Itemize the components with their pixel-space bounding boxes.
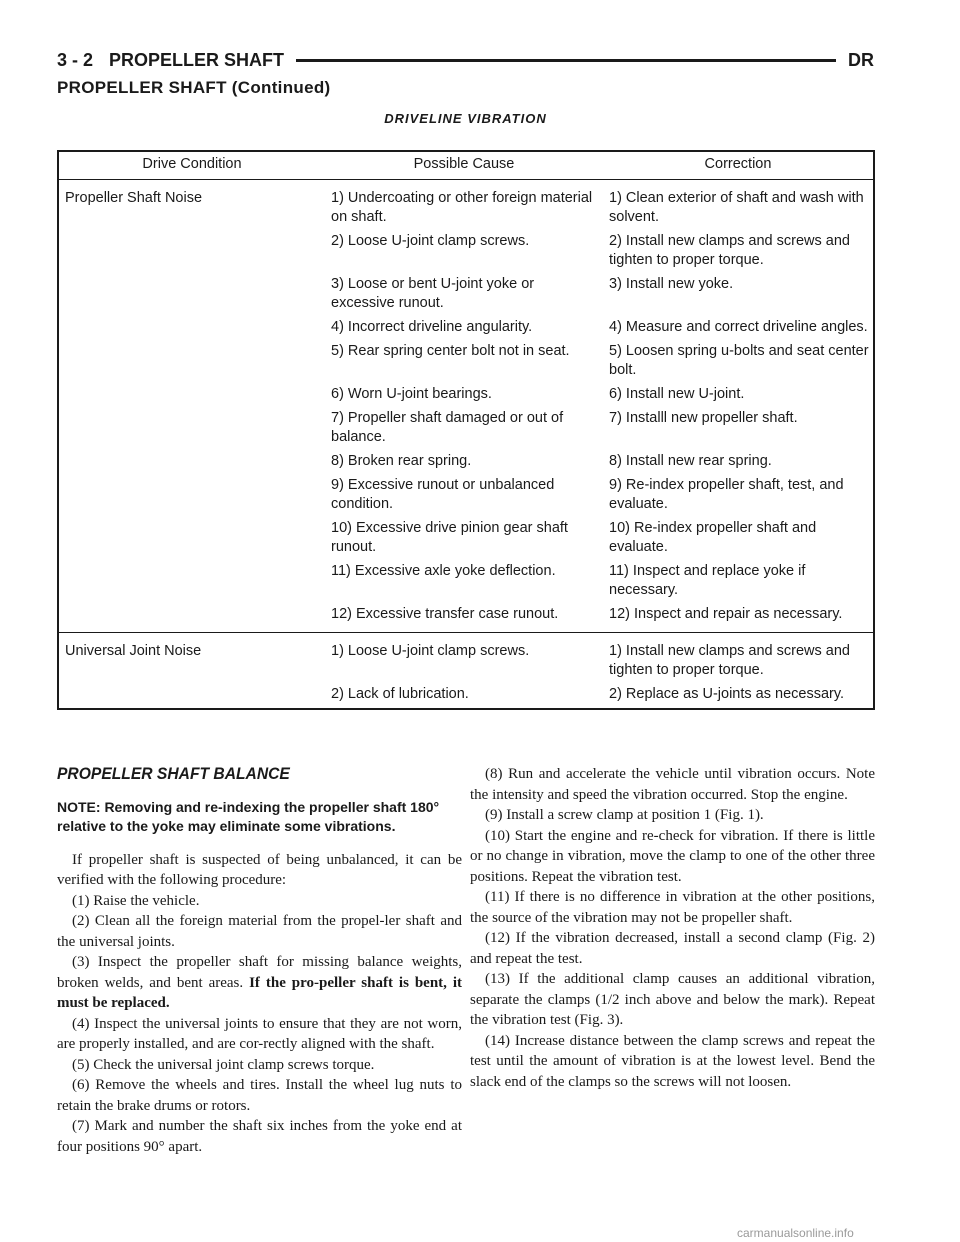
- cause-cell: 6) Worn U-joint bearings.: [331, 386, 492, 402]
- step-12: (12) If the vibration decreased, install a second clamp (Fig. 2) and repeat the test.: [470, 930, 875, 967]
- cause-cell: 5) Rear spring center bolt not in seat.: [331, 343, 570, 359]
- cause-cell: 7) Propeller shaft damaged or out of balance.: [331, 410, 564, 445]
- cause-cell: 10) Excessive drive pinion gear shaft runout.: [331, 520, 568, 555]
- column-header-condition: Drive Condition: [58, 151, 325, 180]
- cause-cell: 2) Lack of lubrication.: [331, 686, 469, 702]
- header-code: DR: [848, 49, 874, 70]
- condition-cell: [58, 683, 325, 709]
- condition-cell: [58, 273, 325, 316]
- header-rule: [296, 59, 836, 62]
- table-row: [58, 340, 874, 383]
- diagnosis-table: [57, 150, 875, 710]
- condition-cell: [58, 474, 325, 517]
- step-4: (4) Inspect the universal joints to ensure that they are not worn, are properly installed, and are cor-rectly aligned with the shaft.: [57, 1015, 462, 1052]
- correction-cell: 4) Measure and correct driveline angles.: [609, 319, 868, 335]
- cause-cell: 3) Loose or bent U-joint yoke or excessive runout.: [331, 276, 535, 311]
- correction-cell: 12) Inspect and repair as necessary.: [603, 603, 874, 633]
- correction-cell: 1) Install new clamps and screws and tighten to proper torque.: [609, 643, 850, 678]
- table-row: [58, 230, 874, 273]
- watermark-link[interactable]: carmanualsonline.info: [737, 1226, 854, 1240]
- table-row: [58, 474, 874, 517]
- condition-cell: [58, 407, 325, 450]
- step-9: (9) Install a screw clamp at position 1 (Fig. 1).: [485, 807, 764, 823]
- correction-cell: 1) Clean exterior of shaft and wash with solvent.: [609, 190, 864, 225]
- cause-cell: 2) Loose U-joint clamp screws.: [331, 233, 530, 249]
- condition-cell: [58, 560, 325, 603]
- table-row: [58, 383, 874, 407]
- condition-cell: [58, 450, 325, 474]
- table-row: [58, 180, 874, 231]
- cause-cell: 11) Excessive axle yoke deflection.: [331, 563, 556, 579]
- correction-cell: 10) Re-index propeller shaft and evaluate.: [609, 520, 817, 555]
- step-3-warning: If the pro-peller shaft is bent, it must be replaced.: [57, 974, 463, 1011]
- condition-cell: [58, 316, 325, 340]
- condition-cell: Universal Joint Noise: [65, 643, 202, 659]
- intro-paragraph: If propeller shaft is suspected of being unbalanced, it can be verified with the following procedure:: [57, 851, 462, 888]
- column-header-correction: Correction: [603, 151, 874, 180]
- step-3-text: (3) Inspect the propeller shaft for missing balance weights, broken welds, and bent areas.: [57, 954, 462, 991]
- table-row: [58, 450, 874, 474]
- correction-cell: 2) Install new clamps and screws and tighten to proper torque.: [609, 233, 850, 268]
- section-heading: PROPELLER SHAFT BALANCE: [57, 764, 290, 783]
- right-column: [470, 764, 875, 1157]
- condition-cell: [58, 383, 325, 407]
- step-14: (14) Increase distance between the clamp screws and repeat the test until the amount of vibration is at the lowest level. Bend the slack end of the clamps so the screws will not loosen.: [470, 1032, 875, 1090]
- page-header: [57, 48, 874, 72]
- condition-cell: [58, 340, 325, 383]
- header-title: PROPELLER SHAFT: [109, 49, 285, 70]
- table-row: [58, 273, 874, 316]
- table-row: [58, 517, 874, 560]
- step-10: (10) Start the engine and re-check for vibration. If there is little or no change in vibration, move the clamp to one of the other three positions. Repeat the vibration test.: [470, 827, 875, 885]
- table-row: [58, 560, 874, 603]
- cause-cell: 8) Broken rear spring.: [331, 453, 472, 469]
- correction-cell: 9) Re-index propeller shaft, test, and evaluate.: [609, 477, 844, 512]
- column-header-cause: Possible Cause: [325, 151, 603, 180]
- note-paragraph: NOTE: Removing and re-indexing the propeller shaft 180° relative to the yoke may eliminate some vibrations.: [57, 798, 440, 834]
- step-2: (2) Clean all the foreign material from the propel-ler shaft and the universal joints.: [57, 913, 462, 950]
- table-header-row: [58, 151, 874, 180]
- step-13: (13) If the additional clamp causes an additional vibration, separate the clamps (1/2 inch above and below the mark). Repeat the vibration test (Fig. 3).: [470, 971, 875, 1028]
- continued-heading: PROPELLER SHAFT (Continued): [57, 78, 331, 97]
- step-1: (1) Raise the vehicle.: [72, 892, 200, 909]
- table-row: [58, 603, 874, 633]
- page-number: 3 - 2: [57, 49, 94, 70]
- table-row: [58, 407, 874, 450]
- correction-cell: 3) Install new yoke.: [609, 276, 734, 292]
- cause-cell: 1) Undercoating or other foreign material on shaft.: [331, 190, 593, 225]
- condition-cell: [58, 603, 325, 633]
- condition-cell: Propeller Shaft Noise: [65, 190, 203, 206]
- step-8: (8) Run and accelerate the vehicle until vibration occurs. Note the intensity and speed the vibration occurred. Stop the engine.: [470, 766, 875, 803]
- correction-cell: 11) Inspect and replace yoke if necessary.: [609, 563, 806, 598]
- condition-cell: [58, 517, 325, 560]
- cause-cell: 1) Loose U-joint clamp screws.: [331, 643, 530, 659]
- body-columns: [57, 764, 875, 1157]
- step-11: (11) If there is no difference in vibration at the other positions, the source of the vibration may not be propeller shaft.: [470, 889, 875, 926]
- step-3: [57, 952, 462, 1014]
- correction-cell: 7) Installl new propeller shaft.: [609, 410, 798, 426]
- correction-cell: 6) Install new U-joint.: [609, 386, 745, 402]
- left-column: [57, 764, 462, 1157]
- step-7: (7) Mark and number the shaft six inches from the yoke end at four positions 90° apart.: [57, 1118, 462, 1155]
- condition-cell: [58, 230, 325, 273]
- table-row: [58, 316, 874, 340]
- step-6: (6) Remove the wheels and tires. Install the wheel lug nuts to retain the brake drums or rotors.: [57, 1077, 462, 1114]
- step-5: (5) Check the universal joint clamp screws torque.: [72, 1056, 375, 1073]
- table-row: [58, 633, 874, 684]
- correction-cell: 2) Replace as U-joints as necessary.: [609, 686, 845, 702]
- correction-cell: 5) Loosen spring u-bolts and seat center bolt.: [609, 343, 869, 378]
- table-title: DRIVELINE VIBRATION: [384, 111, 547, 126]
- cause-cell: 12) Excessive transfer case runout.: [325, 603, 603, 633]
- table-row: [58, 683, 874, 709]
- correction-cell: 8) Install new rear spring.: [609, 453, 772, 469]
- cause-cell: 4) Incorrect driveline angularity.: [331, 319, 533, 335]
- cause-cell: 9) Excessive runout or unbalanced condition.: [331, 477, 555, 512]
